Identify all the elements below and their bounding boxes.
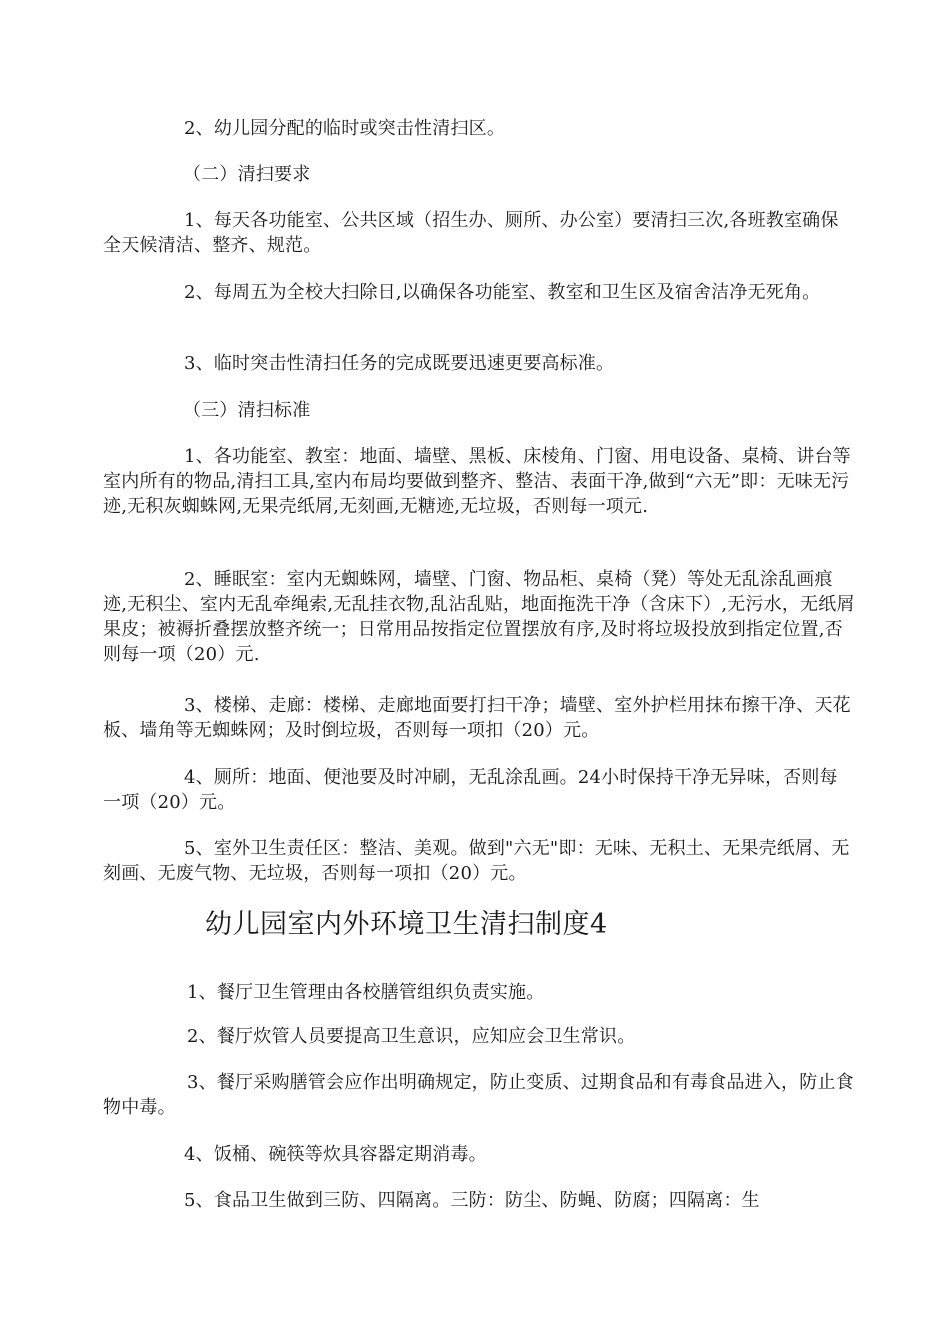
paragraph-toilets: 4、厕所：地面、便池要及时冲刷，无乱涂乱画。24小时保持干净无异味，否则每一项（20）元。: [103, 767, 838, 813]
paragraph-canteen-staff: 2、餐厅炊管人员要提高卫生意识，应知应会卫生常识。: [187, 1026, 636, 1047]
paragraph-function-rooms: 1、各功能室、教室：地面、墙壁、黑板、床棱角、门窗、用电设备、桌椅、讲台等室内所有的物品,清扫工具,室内布局均要做到整齐、整洁、表面干净,做到“六无”即：无味无污迹,无积灰蜘蛛网,无果壳纸屑,无刻画,无糖迹,无垃圾，否则每一项元.: [103, 446, 851, 517]
subheading-cleaning-standards: （三）清扫标准: [183, 400, 311, 421]
paragraph-stairs-corridor: 3、楼梯、走廊：楼梯、走廊地面要打扫干净；墙壁、室外护栏用抹布擦干净、天花板、墙角等无蜘蛛网；及时倒垃圾，否则每一项扣（20）元。: [103, 695, 851, 741]
subheading-cleaning-requirements: （二）清扫要求: [183, 164, 311, 185]
paragraph-canteen-management: 1、餐厅卫生管理由各校膳管组织负责实施。: [187, 982, 545, 1003]
paragraph-canteen-purchasing: 3、餐厅采购膳管会应作出明确规定，防止变质、过期食品和有毒食品进入，防止食物中毒。: [103, 1072, 854, 1118]
paragraph-temporary-tasks: 3、临时突击性清扫任务的完成既要迅速更要高标准。: [184, 353, 615, 374]
paragraph-sleeping-room: 2、睡眠室：室内无蜘蛛网，墙壁、门窗、物品柜、桌椅（凳）等处无乱涂乱画痕迹,无积尘、室内无乱牵绳索,无乱挂衣物,乱沾乱贴，地面拖洗干净（含床下）,无污水，无纸屑果皮；被褥折叠摆放整齐统一；日常用品按指定位置摆放有序,及时将垃圾投放到指定位置,否则每一项（20）元.: [103, 569, 855, 665]
paragraph-daily-cleaning: 1、每天各功能室、公共区域（招生办、厕所、办公室）要清扫三次,各班教室确保全天候清洁、整齐、规范。: [103, 210, 839, 256]
paragraph-outdoor-area: 5、室外卫生责任区：整洁、美观。做到"六无"即：无味、无积土、无果壳纸屑、无刻画、无废气物、无垃圾，否则每一项扣（20）元。: [103, 838, 850, 884]
paragraph-food-hygiene: 5、食品卫生做到三防、四隔离。三防：防尘、防蝇、防腐；四隔离：生: [184, 1190, 760, 1211]
paragraph-utensil-disinfection: 4、饭桶、碗筷等炊具容器定期消毒。: [184, 1144, 487, 1165]
section-title: 幼儿园室内外环境卫生清扫制度4: [205, 909, 608, 940]
paragraph-weekly-cleaning: 2、每周五为全校大扫除日,以确保各功能室、教室和卫生区及宿舍洁净无死角。: [184, 282, 821, 303]
paragraph-assigned-area: 2、幼儿园分配的临时或突击性清扫区。: [184, 118, 506, 139]
